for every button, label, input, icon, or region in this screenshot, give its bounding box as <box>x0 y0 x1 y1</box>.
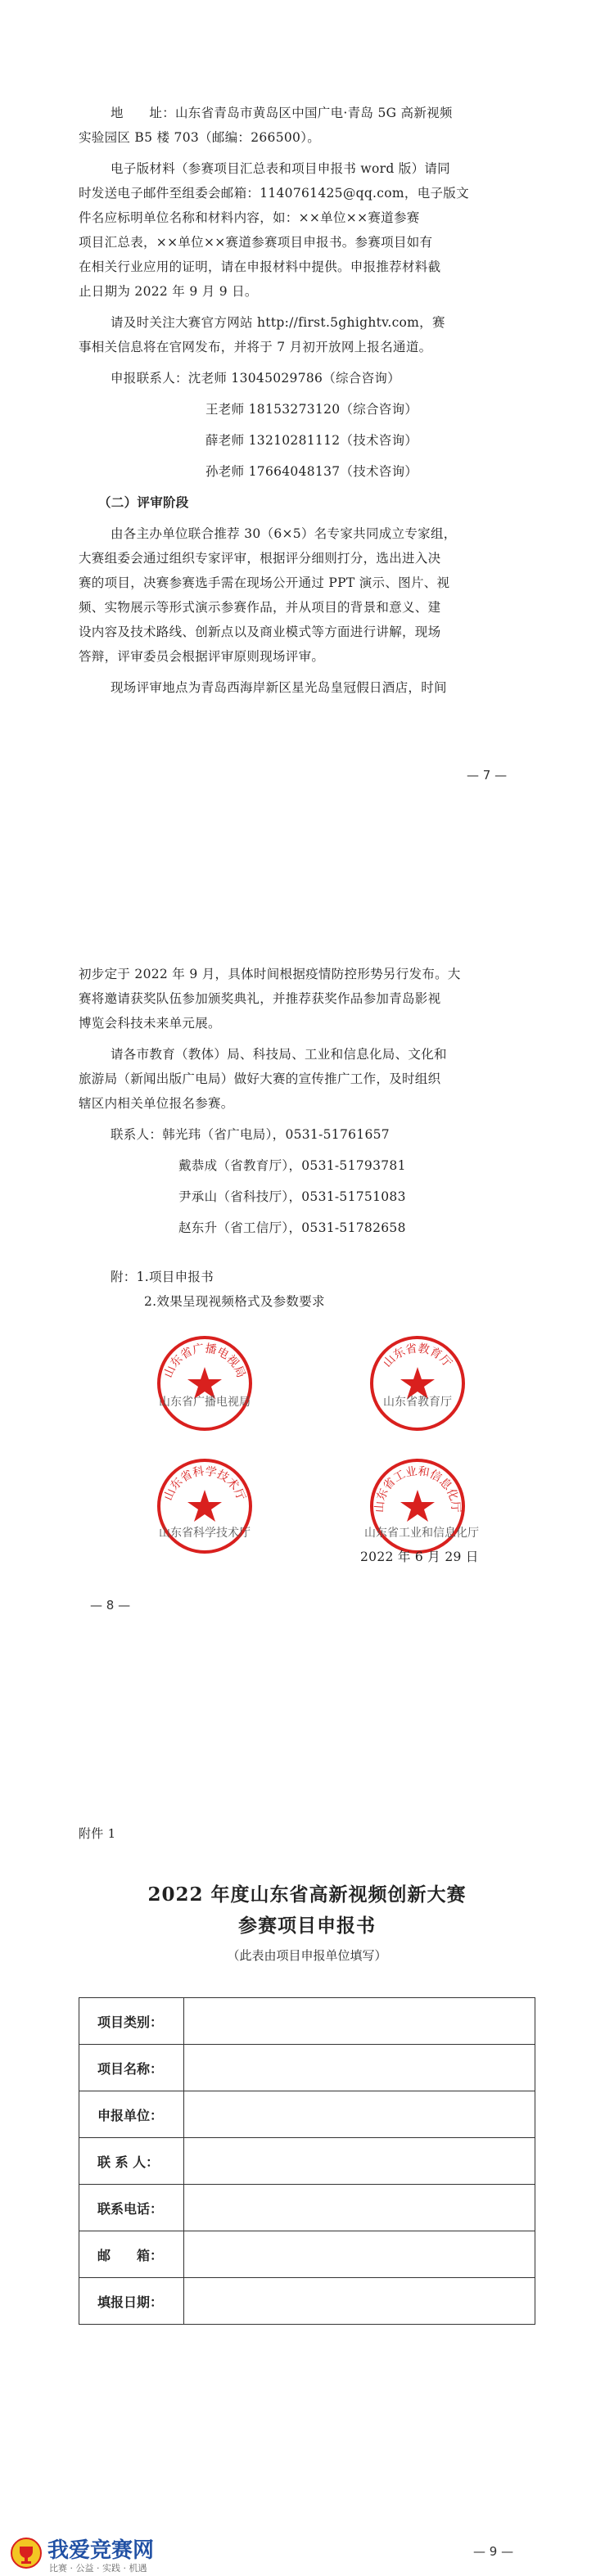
table-row <box>79 2138 535 2185</box>
watermark-tagline: 比赛 · 公益 · 实践 · 机遇 <box>49 2563 147 2574</box>
value-cell[interactable] <box>184 2278 535 2325</box>
table-row <box>79 2231 535 2278</box>
seal-unit-label: 山东省广播电视局 <box>159 1396 251 1409</box>
page-number: — 9 — <box>473 2544 514 2559</box>
text-line: 现场评审地点为青岛西海岸新区星光岛皇冠假日酒店，时间 <box>111 680 447 695</box>
watermark-name: 我爱竞赛网 <box>47 2538 155 2563</box>
row-label: 联 系 人： <box>79 2138 184 2185</box>
text-line: 辖区内相关单位报名参赛。 <box>79 1096 234 1111</box>
text-line: 大赛组委会通过组织专家评审，根据评分细则打分，选出进入决 <box>79 551 441 566</box>
text-line: 赛的项目，决赛参赛选手需在现场公开通过 PPT 演示、图片、视 <box>79 575 450 590</box>
official-seal-2 <box>368 1334 467 1432</box>
text-line: 电子版材料（参赛项目汇总表和项目申报书 word 版）请同 <box>111 161 450 176</box>
text-line: 事相关信息将在官网发布，并将于 7 月初开放网上报名通道。 <box>79 340 432 354</box>
attachment-line: 2.效果呈现视频格式及参数要求 <box>144 1294 325 1309</box>
text-line: 项目汇总表，××单位××赛道参赛项目申报书。参赛项目如有 <box>79 235 433 250</box>
official-seal-3 <box>156 1457 254 1555</box>
row-label: 项目名称： <box>79 2045 184 2091</box>
row-label: 填报日期： <box>79 2278 184 2325</box>
text-line: 止日期为 2022 年 9 月 9 日。 <box>79 284 258 299</box>
page-number: — 7 — <box>467 768 508 783</box>
text-line: 答辩，评审委员会根据评审原则现场评审。 <box>79 649 325 664</box>
table-row <box>79 2185 535 2231</box>
value-cell[interactable] <box>184 2091 535 2138</box>
seal-ring-text: 山东省工业和信息化厅 <box>372 1464 463 1514</box>
contact-line: 尹承山（省科技厅），0531-51751083 <box>178 1189 406 1204</box>
text-line: 由各主办单位联合推荐 30（6×5）名专家共同成立专家组， <box>111 526 457 541</box>
table-row <box>79 2045 535 2091</box>
table-row <box>79 1998 535 2045</box>
contact-line: 孙老师 17664048137（技术咨询） <box>205 464 418 479</box>
contact-line: 联系人：韩光玮（省广电局），0531-51761657 <box>111 1127 390 1142</box>
official-seal-4 <box>368 1457 467 1555</box>
trophy-logo-icon <box>10 2537 43 2569</box>
value-cell[interactable] <box>184 2045 535 2091</box>
official-seal-1 <box>156 1334 254 1432</box>
seal-unit-label: 山东省教育厅 <box>383 1396 452 1409</box>
form-title-2: 参赛项目申报书 <box>238 1915 376 1937</box>
text-line: 旅游局（新闻出版广电局）做好大赛的宣传推广工作，及时组织 <box>79 1071 441 1086</box>
issue-date: 2022 年 6 月 29 日 <box>360 1550 479 1564</box>
row-label: 申报单位： <box>79 2091 184 2138</box>
text-line: 时发送电子邮件至组委会邮箱：1140761425@qq.com，电子版文 <box>79 186 469 201</box>
text-line: 在相关行业应用的证明，请在申报材料中提供。申报推荐材料截 <box>79 259 441 274</box>
contact-line: 赵东升（省工信厅），0531-51782658 <box>178 1220 406 1235</box>
table-row <box>79 2278 535 2325</box>
seal-ring-text: 山东省科学技术厅 <box>161 1464 248 1503</box>
text-line: 请各市教育（教体）局、科技局、工业和信息化局、文化和 <box>111 1047 447 1062</box>
seal-unit-label: 山东省科学技术厅 <box>159 1527 251 1540</box>
text-line: 地 址：山东省青岛市黄岛区中国广电·青岛 5G 高新视频 <box>111 106 453 120</box>
contact-line: 王老师 18153273120（综合咨询） <box>205 402 418 417</box>
text-line: 设内容及技术路线、创新点以及商业模式等方面进行讲解，现场 <box>79 625 441 639</box>
seal-ring-text: 山东省教育厅 <box>381 1342 454 1370</box>
contact-line: 申报联系人：沈老师 13045029786（综合咨询） <box>111 371 401 386</box>
value-cell[interactable] <box>184 2231 535 2278</box>
attachment-line: 附：1.项目申报书 <box>111 1270 214 1284</box>
form-subtitle: （此表由项目申报单位填写） <box>227 1948 387 1963</box>
site-watermark <box>10 2532 214 2576</box>
seal-ring-text: 山东省广播电视局 <box>161 1342 248 1380</box>
text-line: 频、实物展示等形式演示参赛作品，并从项目的背景和意义、建 <box>79 600 441 615</box>
table-row <box>79 2091 535 2138</box>
row-label: 邮 箱： <box>79 2231 184 2278</box>
text-line: 实验园区 B5 楼 703（邮编：266500）。 <box>79 130 321 145</box>
text-line: 博览会科技未来单元展。 <box>79 1016 221 1031</box>
value-cell[interactable] <box>184 2138 535 2185</box>
section-heading: （二）评审阶段 <box>98 494 189 510</box>
contact-line: 薛老师 13210281112（技术咨询） <box>205 433 418 448</box>
seal-unit-label: 山东省工业和信息化厅 <box>364 1527 479 1540</box>
page-number: — 8 — <box>90 1598 131 1613</box>
contact-line: 戴恭成（省教育厅），0531-51793781 <box>178 1158 406 1173</box>
attachment-label: 附件 1 <box>79 1826 116 1841</box>
value-cell[interactable] <box>184 2185 535 2231</box>
application-form-table <box>79 1997 535 2325</box>
row-label: 联系电话： <box>79 2185 184 2231</box>
row-label: 项目类别： <box>79 1998 184 2045</box>
form-title: 2022 年度山东省高新视频创新大赛 <box>147 1884 467 1906</box>
text-line: 请及时关注大赛官方网站 http://first.5ghightv.com，赛 <box>111 315 445 330</box>
value-cell[interactable] <box>184 1998 535 2045</box>
text-line: 件名应标明单位名称和材料内容，如：××单位××赛道参赛 <box>79 210 420 225</box>
text-line: 赛将邀请获奖队伍参加颁奖典礼，并推荐获奖作品参加青岛影视 <box>79 991 441 1006</box>
text-line: 初步定于 2022 年 9 月，具体时间根据疫情防控形势另行发布。大 <box>79 967 461 981</box>
